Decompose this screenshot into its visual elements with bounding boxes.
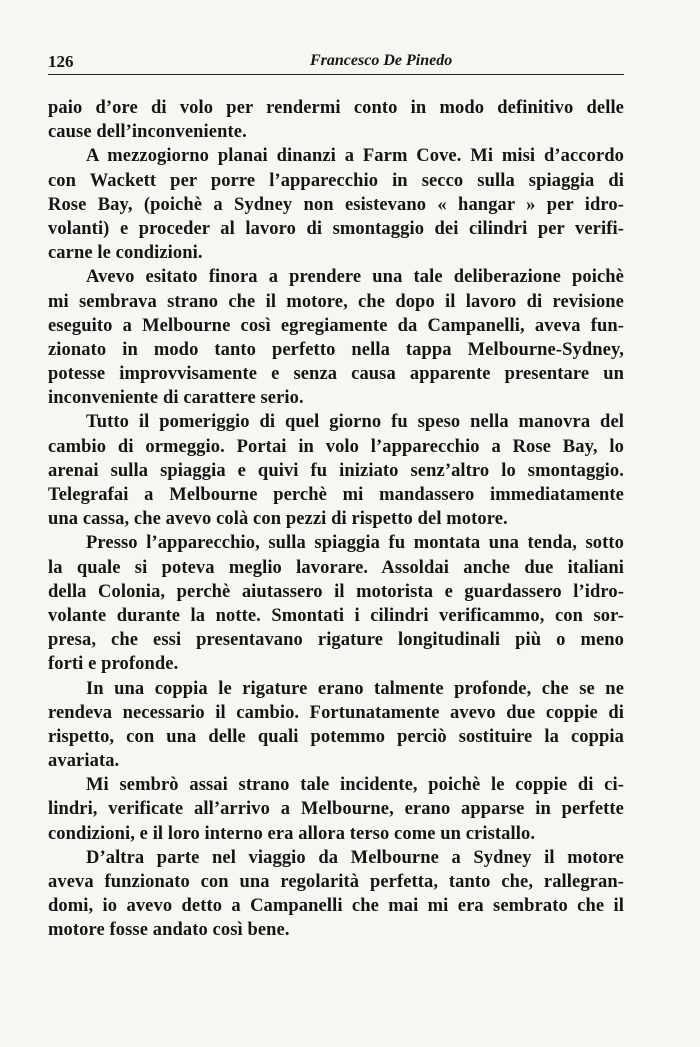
running-header [48,50,624,75]
text-line: mi sembrava strano che il motore, che dopo il lavoro di revisione [48,291,624,312]
text-line: la quale si poteva meglio lavorare. Assoldai anche due italiani [48,557,624,578]
text-line: paio d’ore di volo per rendermi conto in modo definitivo delle [48,98,624,118]
text-line: carne le condizioni. [48,243,203,264]
text-line: rispetto, con una delle quali potemmo perciò sostituire la coppia [48,726,624,747]
text-line: avariata. [48,751,120,772]
text-line: Tutto il pomeriggio di quel giorno fu speso nella manovra del [86,412,624,433]
text-line: lindri, verificate all’arrivo a Melbourne, erano apparse in perfette [48,799,624,820]
text-line: domi, io avevo detto a Campanelli che mai mi era sembrato che il [48,896,624,917]
running-title: Francesco De Pinedo [310,52,453,69]
text-line: presa, che essi presentavano rigature longitudinali più o meno [48,630,624,651]
text-line: Presso l’apparecchio, sulla spiaggia fu montata una tenda, sotto [86,533,624,554]
text-line: cause dell’inconveniente. [48,122,247,143]
text-line: potesse improvvisamente e senza causa apparente presentare un [48,364,624,385]
text-line: rendeva necessario il cambio. Fortunatamente avevo due coppie di [48,702,624,723]
text-line: con Wackett per porre l’apparecchio in secco sulla spiaggia di [48,170,624,191]
text-line: zionato in modo tanto perfetto nella tappa Melbourne-Sydney, [48,339,624,360]
text-line: cambio di ormeggio. Portai in volo l’apparecchio a Rose Bay, lo [48,436,624,457]
page-number: 126 [48,52,74,71]
text-line: arenai sulla spiaggia e quivi fu iniziato senz’altro lo smontaggio. [48,460,624,481]
text-line: Mi sembrò assai strano tale incidente, poichè le coppie di ci- [86,775,624,796]
text-line: D’altra parte nel viaggio da Melbourne a Sydney il motore [86,847,624,868]
text-line: Rose Bay, (poichè a Sydney non esistevano « hangar » per idro- [48,194,624,215]
text-line: A mezzogiorno planai dinanzi a Farm Cove. Mi misi d’accordo [86,146,624,167]
text-line: della Colonia, perchè aiutassero il motorista e guardassero l’idro- [48,581,624,602]
text-line: In una coppia le rigature erano talmente profonde, che se ne [86,678,624,699]
text-line: una cassa, che avevo colà con pezzi di rispetto del motore. [48,509,508,530]
text-line: Avevo esitato finora a prendere una tale deliberazione poichè [86,267,624,288]
text-line: aveva funzionato con una regolarità perfetta, tanto che, rallegran- [48,872,624,892]
text-line: volante durante la notte. Smontati i cilindri verificammo, con sor- [48,605,624,626]
text-line: volanti) e proceder al lavoro di smontaggio dei cilindri per verifi- [48,218,624,239]
text-line: eseguito a Melbourne così egregiamente da Campanelli, aveva fun- [48,315,624,336]
text-line: Telegrafai a Melbourne perchè mi mandassero immediatamente [48,485,624,505]
body-text [48,96,624,943]
text-line: forti e profonde. [48,654,179,675]
text-line: inconveniente di carattere serio. [48,388,304,409]
text-line: motore fosse andato così bene. [48,920,290,941]
text-line: condizioni, e il loro interno era allora terso come un cristallo. [48,823,536,844]
